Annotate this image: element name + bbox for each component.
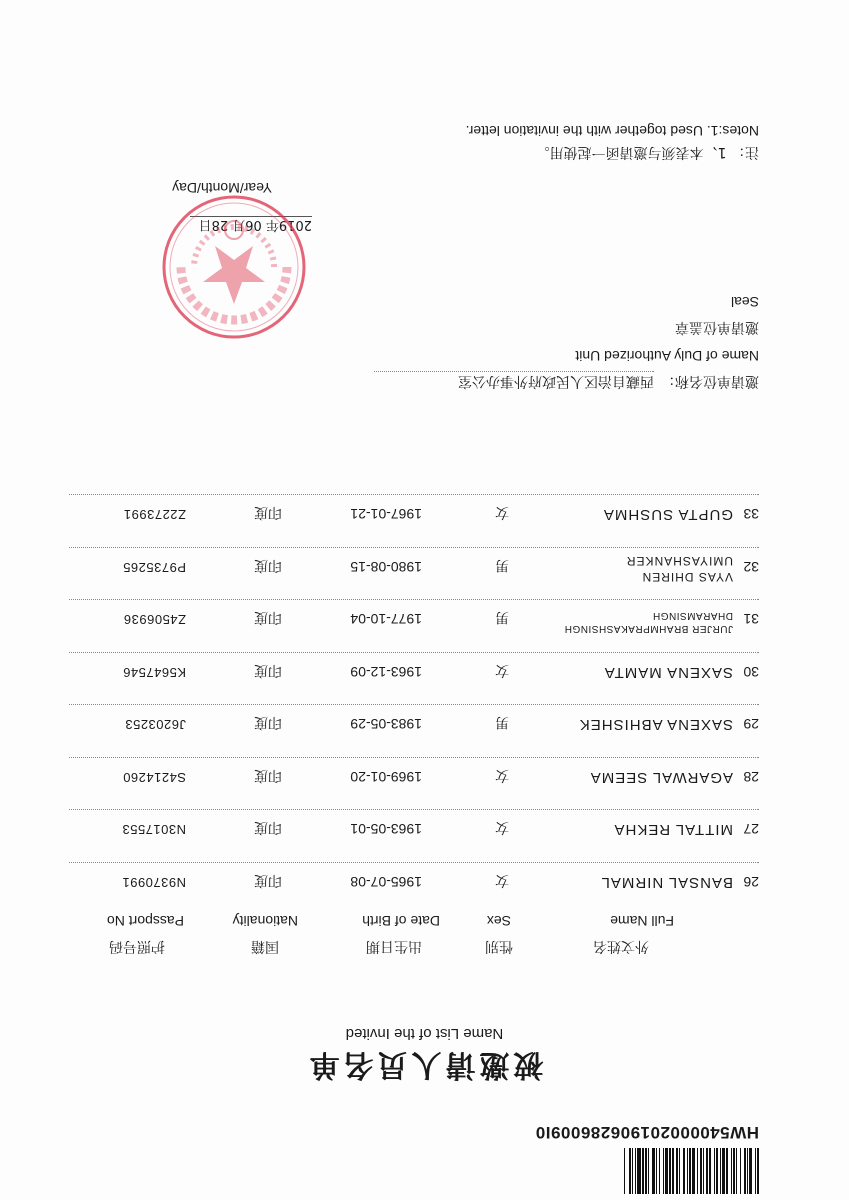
barcode-bar [631, 1148, 632, 1194]
barcode-bar [644, 1148, 645, 1194]
header-nationality-cn: 国籍 [251, 938, 279, 954]
barcode-bar [642, 1148, 644, 1194]
cell-full-name: GUPTA SUSHMA [602, 506, 733, 524]
seal-label-en: Seal [730, 294, 759, 310]
barcode-bar [704, 1148, 706, 1194]
name-line-2: UMIYASHANKER [625, 554, 733, 568]
barcode-bar [633, 1148, 635, 1194]
barcode-bar [629, 1148, 631, 1194]
barcode-bar [655, 1148, 656, 1194]
cell-row-number: 32 [743, 559, 759, 575]
cell-row-number: 26 [743, 874, 759, 890]
barcode-bar [656, 1148, 657, 1194]
barcode-bar [720, 1148, 721, 1194]
barcode-bar [722, 1148, 725, 1194]
barcode-bar [692, 1148, 695, 1194]
barcode-bar [676, 1148, 678, 1194]
table-row [69, 600, 759, 640]
cell-full-name: BANSAL NIRMAL [600, 874, 733, 891]
header-nationality-en: Nationality [232, 913, 298, 929]
barcode-bar [715, 1148, 716, 1194]
barcode-bar [708, 1148, 709, 1194]
row-rule [69, 495, 759, 496]
table-row [69, 810, 759, 850]
barcode-bar [647, 1148, 648, 1194]
barcode-bar [669, 1148, 671, 1194]
barcode-bar [650, 1148, 652, 1194]
cell-nationality: 印度 [254, 504, 282, 521]
barcode-bar [718, 1148, 719, 1194]
barcode-bar [673, 1148, 674, 1194]
barcode-bar [714, 1148, 715, 1194]
header-dob-en: Date of Birth [362, 913, 440, 929]
header-dob-cn: 出生日期 [366, 938, 422, 954]
barcode-bar [702, 1148, 703, 1194]
barcode-bar [733, 1148, 735, 1194]
barcode-bar [700, 1148, 702, 1194]
document-title: 被邀请人员名单 [305, 1047, 544, 1082]
cell-full-name [626, 553, 733, 585]
cell-full-name: MITTAL REKHA [613, 821, 733, 839]
barcode-bar [721, 1148, 722, 1194]
header-sex-cn: 性别 [485, 938, 513, 954]
cell-nationality: 印度 [254, 819, 282, 836]
barcode-bar [687, 1148, 688, 1194]
row-rule [69, 705, 759, 706]
table-row [69, 495, 759, 535]
cell-row-number: 28 [743, 769, 759, 785]
barcode-bar [678, 1148, 679, 1194]
header-passport-en: Passport No [106, 913, 184, 929]
notes-cn: 注： 1、本表须与邀请函一起使用。 [535, 144, 759, 160]
barcode-bar [636, 1148, 637, 1194]
cell-row-number: 33 [743, 506, 759, 523]
barcode-bar [746, 1148, 747, 1194]
barcode-bar [725, 1148, 726, 1194]
barcode-bar [726, 1148, 728, 1194]
barcode-bar [741, 1148, 743, 1194]
issue-date: 2019年 06月 28日 [198, 217, 312, 232]
cell-date-of-birth: 1963-12-09 [350, 664, 422, 680]
barcode-bar [637, 1148, 640, 1194]
cell-nationality: 印度 [254, 609, 282, 626]
header-name-cn: 外文姓名 [593, 938, 649, 954]
cell-nationality: 印度 [254, 557, 282, 573]
cell-passport-no: S4214260 [122, 770, 186, 785]
barcode-bar [664, 1148, 665, 1194]
barcode-bar [731, 1148, 732, 1194]
cell-row-number: 30 [743, 664, 759, 680]
cell-date-of-birth: 1965-07-08 [350, 874, 422, 890]
barcode-bar [737, 1148, 740, 1194]
barcode-bar [752, 1148, 754, 1194]
cell-full-name: SAXENA MAMTA [603, 664, 733, 681]
cell-sex: 男 [495, 557, 509, 573]
cell-date-of-birth: 1980-08-15 [350, 559, 422, 575]
barcode-bar [652, 1148, 655, 1194]
barcode-bar [689, 1148, 691, 1194]
barcode-bar [748, 1148, 749, 1194]
name-line-2: DHARAMSINGH [652, 610, 733, 622]
cell-sex: 女 [495, 767, 509, 783]
barcode-bar [711, 1148, 714, 1194]
name-line-1: VYAS DHIREN [641, 570, 733, 584]
seal-label-cn: 邀请单位盖章 [675, 319, 759, 335]
barcode-bar [645, 1148, 647, 1194]
barcode-bar [709, 1148, 711, 1194]
cell-passport-no: Z2273991 [123, 507, 186, 523]
header-name-en: Full Name [610, 913, 674, 929]
inviting-unit-label-cn: 邀请单位名称： [661, 373, 759, 389]
row-rule [69, 547, 759, 548]
barcode-bar [728, 1148, 730, 1194]
row-rule [69, 757, 759, 758]
barcode-bar [735, 1148, 736, 1194]
barcode-bar [691, 1148, 692, 1194]
barcode-bar [697, 1148, 698, 1194]
cell-date-of-birth: 1967-01-21 [350, 506, 422, 523]
notes-en: Notes:1. Used together with the invitation letter. [465, 123, 759, 139]
barcode-bar [688, 1148, 689, 1194]
cell-passport-no: P9735265 [122, 560, 186, 575]
barcode-bar [635, 1148, 636, 1194]
barcode-bar [696, 1148, 697, 1194]
barcode-bar [671, 1148, 672, 1194]
date-format-en: Year/Month/Day [172, 180, 272, 196]
barcode-bar [660, 1148, 662, 1194]
barcode-bar [757, 1148, 759, 1194]
barcode-bar [683, 1148, 684, 1194]
cell-full-name [564, 610, 733, 636]
cell-row-number: 31 [743, 611, 759, 628]
barcode-bar [755, 1148, 756, 1194]
header-sex-en: Sex [486, 913, 511, 929]
barcode-bar [663, 1148, 664, 1194]
table-row [69, 652, 759, 692]
cell-sex: 女 [495, 872, 509, 888]
cell-passport-no: Z4506936 [123, 612, 186, 628]
table-row [69, 862, 759, 902]
barcode-bar [680, 1148, 683, 1194]
document-subtitle: Name List of the Invited [345, 1025, 504, 1042]
table-row [69, 757, 759, 797]
barcode-bar [625, 1148, 628, 1194]
cell-nationality: 印度 [254, 872, 282, 888]
row-rule [69, 862, 759, 863]
barcode-bar [665, 1148, 668, 1194]
barcode-bar [740, 1148, 741, 1194]
header-passport-cn: 护照号码 [109, 938, 165, 954]
cell-sex: 女 [495, 662, 509, 678]
cell-sex: 男 [495, 714, 509, 731]
row-rule [69, 652, 759, 653]
barcode-bar [624, 1148, 625, 1194]
cell-date-of-birth: 1977-10-04 [350, 611, 422, 628]
barcode-bar [744, 1148, 746, 1194]
cell-row-number: 29 [743, 716, 759, 733]
barcode-number: HW540000201906286009I0 [535, 1123, 759, 1142]
barcode-bar [732, 1148, 733, 1194]
barcode-bar [632, 1148, 633, 1194]
official-seal-stamp [159, 192, 309, 342]
cell-sex: 女 [495, 819, 509, 836]
table-row [69, 705, 759, 745]
table-row [69, 547, 759, 587]
barcode-bar [679, 1148, 680, 1194]
cell-nationality: 印度 [254, 767, 282, 783]
cell-date-of-birth: 1969-01-20 [350, 769, 422, 785]
cell-date-of-birth: 1983-05-29 [350, 716, 422, 733]
cell-date-of-birth: 1963-05-01 [350, 821, 422, 838]
barcode-bar [756, 1148, 757, 1194]
barcode-bar [749, 1148, 752, 1194]
barcode-bar [685, 1148, 687, 1194]
barcode-bar [622, 1148, 624, 1194]
cell-full-name: AGARWAL SEEMA [589, 769, 733, 786]
cell-full-name: SAXENA ABHISHEK [578, 716, 733, 734]
barcode-bar [747, 1148, 748, 1194]
inviting-unit-label-en: Name of Duly Authorized Unit [575, 348, 759, 364]
cell-passport-no: K5647546 [122, 665, 186, 680]
cell-passport-no: J6203253 [124, 717, 186, 733]
barcode-bar [736, 1148, 737, 1194]
cell-passport-no: N3017553 [122, 822, 186, 838]
barcode-bar [706, 1148, 707, 1194]
barcode-bar [657, 1148, 659, 1194]
barcode [519, 1148, 759, 1194]
barcode-bar [674, 1148, 676, 1194]
cell-sex: 男 [495, 609, 509, 626]
cell-nationality: 印度 [254, 714, 282, 731]
cell-passport-no: N9370991 [122, 875, 186, 890]
barcode-bar [716, 1148, 718, 1194]
row-rule [69, 810, 759, 811]
inviting-unit-underline [374, 371, 654, 372]
inviting-unit-name: 西藏自治区人民政府外事办公室 [458, 373, 654, 389]
cell-row-number: 27 [743, 821, 759, 838]
barcode-bar [659, 1148, 660, 1194]
barcode-bar [641, 1148, 642, 1194]
barcode-bar [698, 1148, 700, 1194]
barcode-bar [703, 1148, 704, 1194]
name-line-1: JURJER BRAHMPRAKASHSINGH [564, 623, 733, 635]
cell-sex: 女 [495, 504, 509, 521]
row-rule [69, 600, 759, 601]
cell-nationality: 印度 [254, 662, 282, 678]
barcode-bar [668, 1148, 669, 1194]
barcode-bar [648, 1148, 649, 1194]
